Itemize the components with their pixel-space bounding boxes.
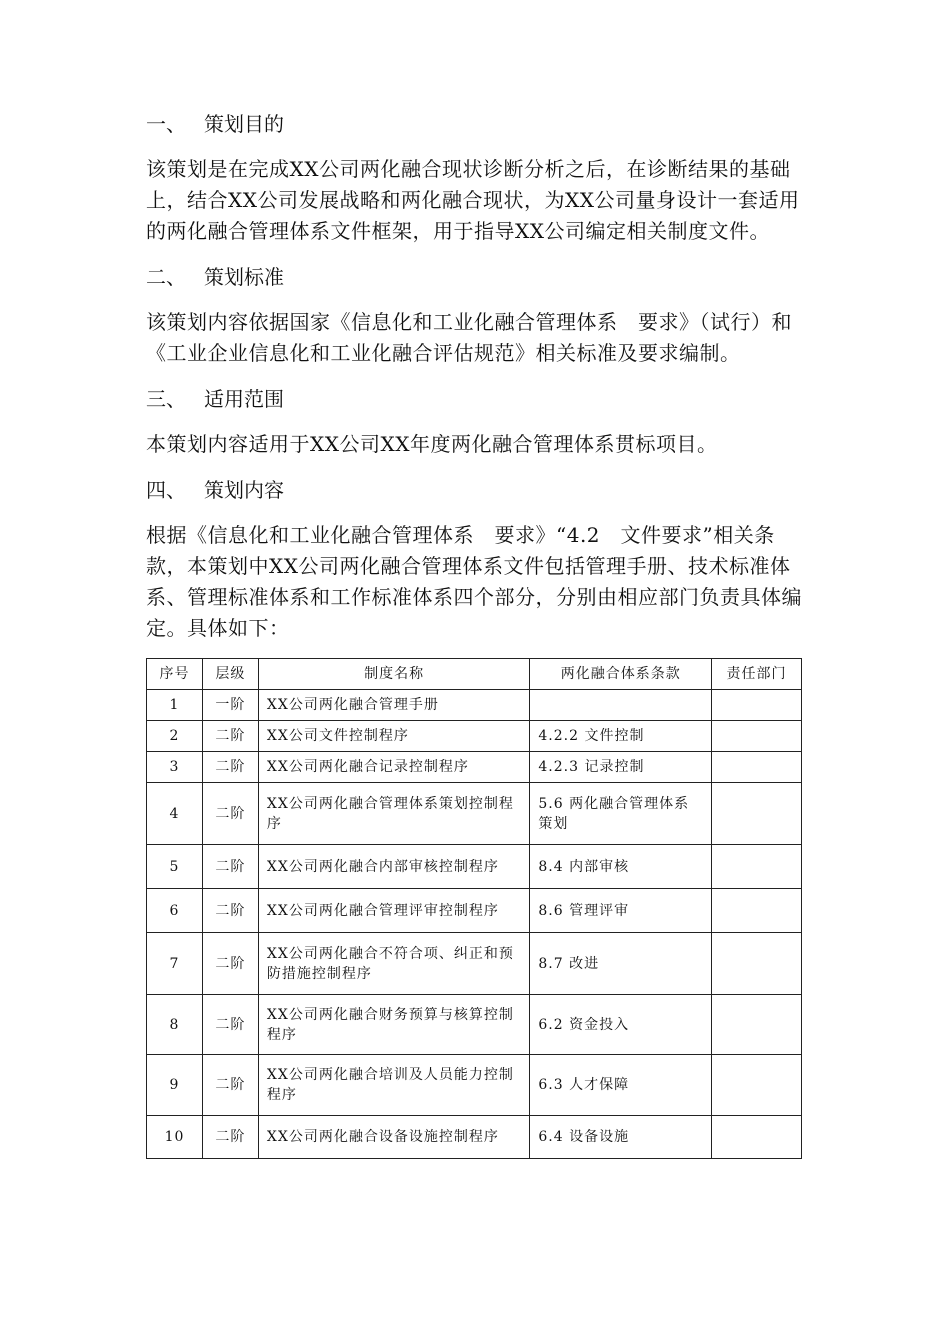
cell-level: 二阶 bbox=[202, 721, 258, 752]
header-index: 序号 bbox=[147, 659, 203, 690]
section-title: 策划内容 bbox=[204, 478, 284, 502]
cell-department bbox=[712, 845, 802, 889]
section-number: 一、 bbox=[146, 112, 186, 136]
section-heading-4 bbox=[146, 474, 802, 506]
cell-clause: 6.3 人才保障 bbox=[530, 1055, 712, 1116]
cell-name: XX公司两化融合管理评审控制程序 bbox=[258, 889, 530, 933]
section-heading-1 bbox=[146, 108, 802, 140]
section-title: 策划目的 bbox=[204, 112, 284, 136]
cell-name: XX公司两化融合财务预算与核算控制程序 bbox=[258, 995, 530, 1055]
document-page bbox=[146, 108, 802, 1159]
cell-clause bbox=[530, 690, 712, 721]
header-name: 制度名称 bbox=[258, 659, 530, 690]
table-row bbox=[147, 783, 802, 845]
cell-department bbox=[712, 889, 802, 933]
table-row bbox=[147, 752, 802, 783]
cell-index: 5 bbox=[147, 845, 203, 889]
table-row bbox=[147, 721, 802, 752]
cell-clause: 6.2 资金投入 bbox=[530, 995, 712, 1055]
cell-name: XX公司两化融合管理体系策划控制程序 bbox=[258, 783, 530, 845]
section-title: 策划标准 bbox=[204, 265, 284, 289]
cell-department bbox=[712, 783, 802, 845]
cell-level: 一阶 bbox=[202, 690, 258, 721]
table-row bbox=[147, 690, 802, 721]
cell-index: 4 bbox=[147, 783, 203, 845]
section-heading-2 bbox=[146, 261, 802, 293]
cell-name: XX公司两化融合不符合项、纠正和预防措施控制程序 bbox=[258, 933, 530, 995]
cell-clause: 6.4 设备设施 bbox=[530, 1116, 712, 1159]
section-title: 适用范围 bbox=[204, 387, 284, 411]
cell-department bbox=[712, 690, 802, 721]
cell-index: 10 bbox=[147, 1116, 203, 1159]
cell-index: 7 bbox=[147, 933, 203, 995]
table-row bbox=[147, 1116, 802, 1159]
cell-index: 1 bbox=[147, 690, 203, 721]
cell-level: 二阶 bbox=[202, 1055, 258, 1116]
cell-name: XX公司两化融合内部审核控制程序 bbox=[258, 845, 530, 889]
section-number: 三、 bbox=[146, 387, 186, 411]
header-clause: 两化融合体系条款 bbox=[530, 659, 712, 690]
table-row bbox=[147, 933, 802, 995]
table-row bbox=[147, 995, 802, 1055]
cell-clause: 8.7 改进 bbox=[530, 933, 712, 995]
cell-level: 二阶 bbox=[202, 995, 258, 1055]
cell-name: XX公司两化融合记录控制程序 bbox=[258, 752, 530, 783]
cell-index: 8 bbox=[147, 995, 203, 1055]
cell-index: 3 bbox=[147, 752, 203, 783]
cell-department bbox=[712, 752, 802, 783]
section-body-1: 该策划是在完成XX公司两化融合现状诊断分析之后，在诊断结果的基础上，结合XX公司发展战略和两化融合现状，为XX公司量身设计一套适用的两化融合管理体系文件框架，用于指导XX公司编定相关制度文件。 bbox=[146, 157, 800, 243]
section-number: 四、 bbox=[146, 478, 186, 502]
header-level: 层级 bbox=[202, 659, 258, 690]
cell-level: 二阶 bbox=[202, 889, 258, 933]
header-department: 责任部门 bbox=[712, 659, 802, 690]
cell-name: XX公司两化融合设备设施控制程序 bbox=[258, 1116, 530, 1159]
table-header-row bbox=[147, 659, 802, 690]
cell-level: 二阶 bbox=[202, 845, 258, 889]
cell-level: 二阶 bbox=[202, 1116, 258, 1159]
cell-clause: 8.4 内部审核 bbox=[530, 845, 712, 889]
section-heading-3 bbox=[146, 383, 802, 415]
cell-clause: 4.2.3 记录控制 bbox=[530, 752, 712, 783]
cell-name: XX公司文件控制程序 bbox=[258, 721, 530, 752]
cell-index: 6 bbox=[147, 889, 203, 933]
section-body-3: 本策划内容适用于XX公司XX年度两化融合管理体系贯标项目。 bbox=[146, 432, 718, 456]
table-row bbox=[147, 889, 802, 933]
cell-name: XX公司两化融合培训及人员能力控制程序 bbox=[258, 1055, 530, 1116]
cell-clause: 4.2.2 文件控制 bbox=[530, 721, 712, 752]
section-number: 二、 bbox=[146, 265, 186, 289]
cell-department bbox=[712, 1116, 802, 1159]
document-table bbox=[146, 658, 802, 1159]
cell-department bbox=[712, 995, 802, 1055]
section-body-4: 根据《信息化和工业化融合管理体系 要求》“4.2 文件要求”相关条款，本策划中XX公司两化融合管理体系文件包括管理手册、技术标准体系、管理标准体系和工作标准体系四个部分，分别由相应部门负责具体编定。具体如下： bbox=[146, 523, 802, 640]
cell-level: 二阶 bbox=[202, 783, 258, 845]
table-row bbox=[147, 845, 802, 889]
cell-clause: 5.6 两化融合管理体系策划 bbox=[530, 783, 712, 845]
cell-department bbox=[712, 933, 802, 995]
cell-level: 二阶 bbox=[202, 752, 258, 783]
cell-level: 二阶 bbox=[202, 933, 258, 995]
cell-department bbox=[712, 721, 802, 752]
cell-index: 9 bbox=[147, 1055, 203, 1116]
table-row bbox=[147, 1055, 802, 1116]
cell-name: XX公司两化融合管理手册 bbox=[258, 690, 530, 721]
section-body-2: 该策划内容依据国家《信息化和工业化融合管理体系 要求》（试行）和《工业企业信息化和工业化融合评估规范》相关标准及要求编制。 bbox=[146, 310, 792, 365]
cell-clause: 8.6 管理评审 bbox=[530, 889, 712, 933]
cell-index: 2 bbox=[147, 721, 203, 752]
cell-department bbox=[712, 1055, 802, 1116]
